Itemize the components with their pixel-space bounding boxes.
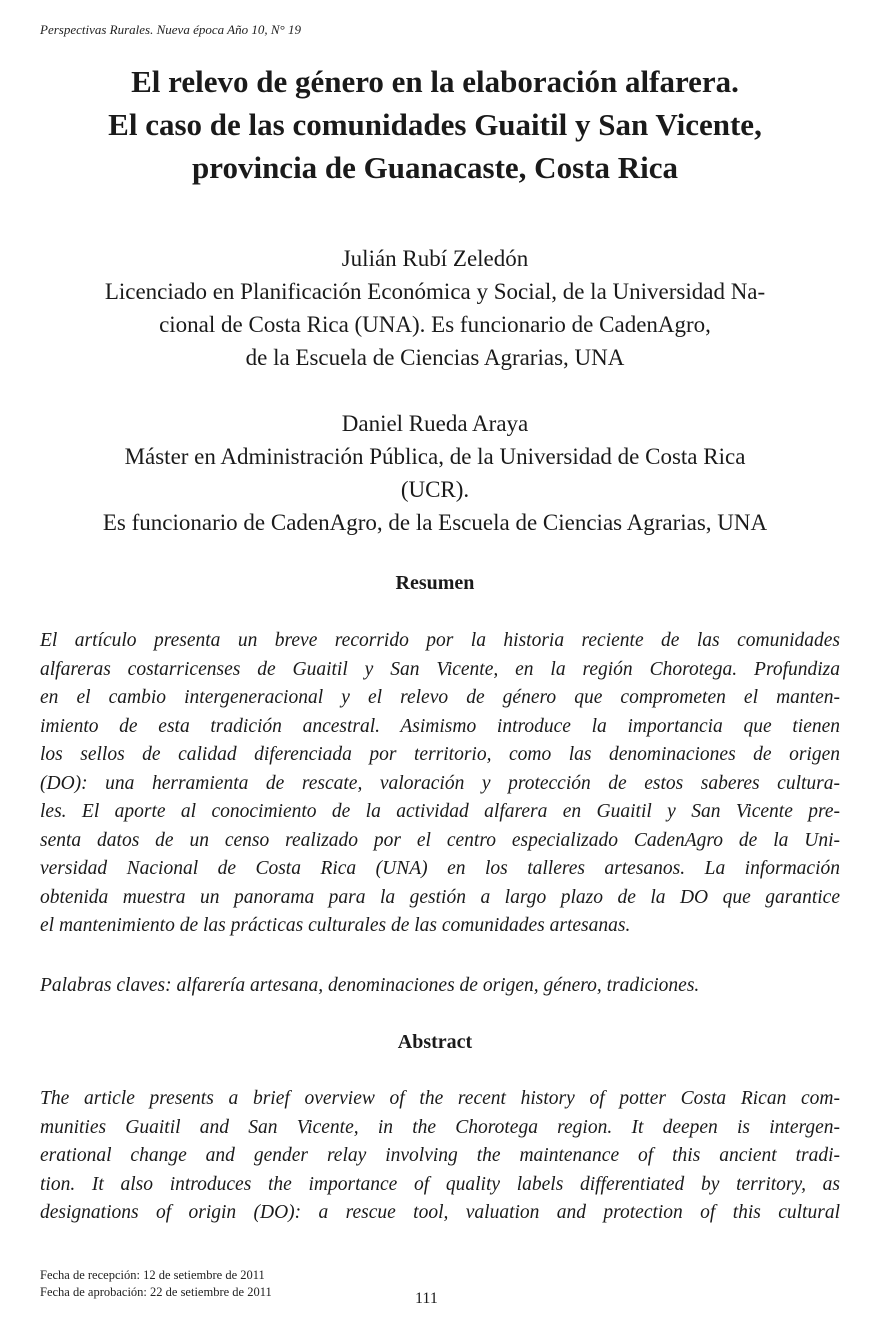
resumen-line: senta datos de un censo realizado por el centro especializado CadenAgro de la Uni-	[40, 829, 840, 851]
resumen-line: (DO): una herramienta de rescate, valoración y protección de estos saberes cultura-	[40, 772, 840, 794]
author-block	[30, 407, 840, 539]
abstract-paragraph	[40, 1085, 840, 1228]
page-number: 111	[415, 1290, 438, 1307]
author-affiliation-line: Es funcionario de CadenAgro, de la Escuela de Ciencias Agrarias, UNA	[102, 510, 768, 535]
approved-date: Fecha de aprobación: 22 de setiembre de 2011	[40, 1285, 272, 1299]
abstract-line: designations of origin (DO): a rescue tool, valuation and protection of this cultural	[40, 1202, 840, 1223]
author-name: Daniel Rueda Araya	[341, 411, 529, 436]
abstract-line: erational change and gender relay involving the maintenance of this ancient tradi-	[40, 1145, 840, 1166]
resumen-line: imiento de esta tradición ancestral. Asimismo introduce la importancia que tienen	[40, 715, 840, 737]
resumen-heading: Resumen	[395, 572, 475, 594]
received-date: Fecha de recepción: 12 de setiembre de 2011	[40, 1268, 265, 1282]
resumen-line: en el cambio intergeneracional y el relevo de género que comprometen el manten-	[40, 687, 840, 708]
title-line: provincia de Guanacaste, Costa Rica	[192, 150, 678, 185]
title-line: El relevo de género en la elaboración alfarera.	[131, 64, 739, 99]
author-affiliation-line: de la Escuela de Ciencias Agrarias, UNA	[245, 345, 625, 370]
resumen-paragraph	[40, 627, 840, 941]
author-affiliation-line: Máster en Administración Pública, de la Universidad de Costa Rica	[124, 444, 746, 469]
resumen-line: obtenida muestra un panorama para la gestión a largo plazo de la DO que garantice	[40, 886, 840, 908]
resumen-line: versidad Nacional de Costa Rica (UNA) en los talleres artesanos. La información	[40, 858, 840, 879]
abstract-line: tion. It also introduces the importance of quality labels differentiated by territory, as	[40, 1173, 840, 1195]
author-affiliation-line: Licenciado en Planificación Económica y Social, de la Universidad Na-	[104, 279, 766, 304]
submission-dates	[40, 1267, 272, 1301]
running-head: Perspectivas Rurales. Nueva época Año 10, N° 19	[40, 22, 301, 37]
resumen-line: El artículo presenta un breve recorrido por la historia reciente de las comunidades	[40, 630, 840, 651]
resumen-line: alfareras costarricenses de Guaitil y San Vicente, en la región Chorotega. Profundiza	[40, 658, 840, 680]
abstract-heading: Abstract	[397, 1031, 473, 1053]
resumen-line: les. El aporte al conocimiento de la actividad alfarera en Guaitil y San Vicente pre-	[40, 801, 840, 822]
abstract-line: The article presents a brief overview of the recent history of potter Costa Rican com-	[40, 1088, 840, 1109]
keywords-line: Palabras claves: alfarería artesana, denominaciones de origen, género, tradiciones.	[40, 975, 700, 996]
author-block	[30, 242, 840, 374]
article-title	[30, 60, 840, 189]
resumen-line: el mantenimiento de las prácticas culturales de las comunidades artesanas.	[40, 915, 631, 936]
resumen-line: los sellos de calidad diferenciada por territorio, como las denominaciones de origen	[40, 744, 840, 765]
abstract-line: munities Guaitil and San Vicente, in the Chorotega region. It deepen is intergen-	[40, 1116, 840, 1138]
author-affiliation-line: (UCR).	[400, 477, 470, 502]
title-line: El caso de las comunidades Guaitil y San Vicente,	[108, 107, 762, 142]
author-affiliation-line: cional de Costa Rica (UNA). Es funcionario de CadenAgro,	[159, 312, 711, 337]
author-name: Julián Rubí Zeledón	[341, 246, 529, 271]
